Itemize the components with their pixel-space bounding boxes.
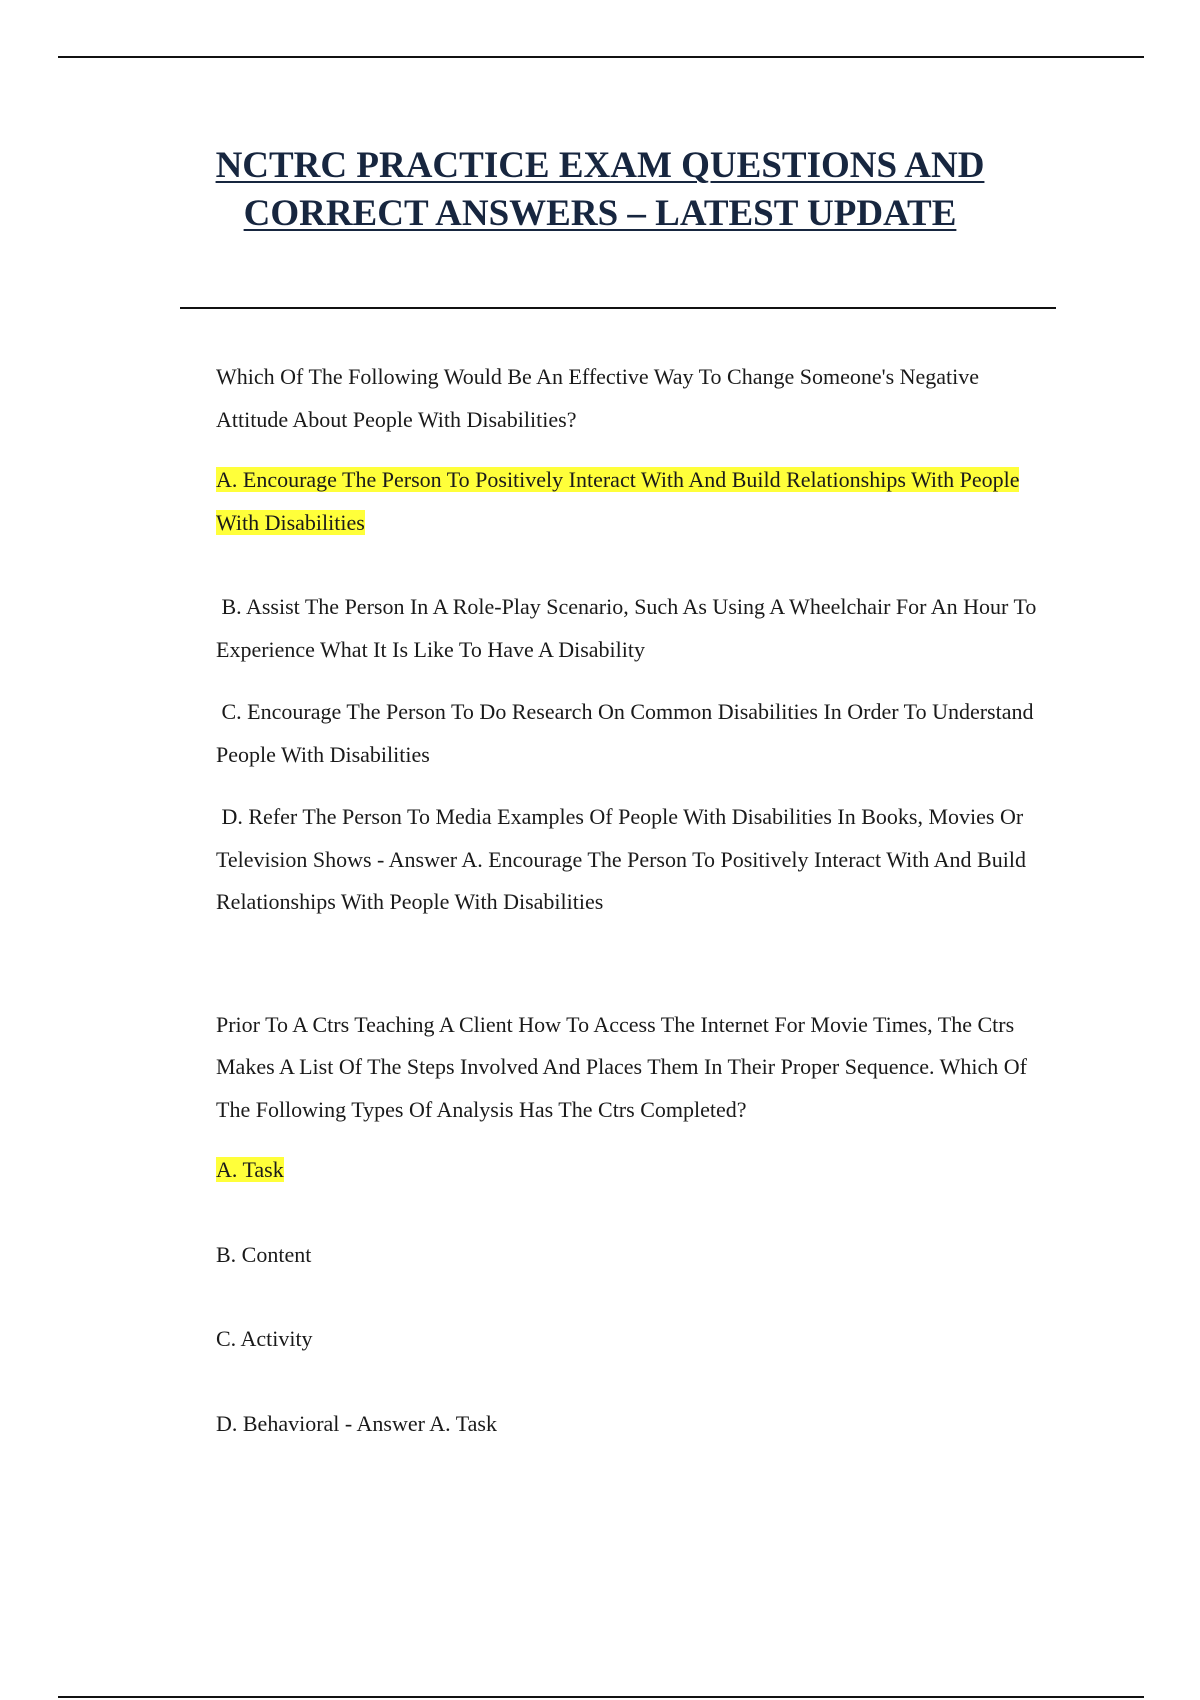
question-1-option-c: C. Encourage The Person To Do Research On Common Disabilities In Order To Understand People With Disabilities <box>216 699 1039 767</box>
question-2-text: Prior To A Ctrs Teaching A Client How To Access The Internet For Movie Times, The Ctrs Makes A List Of The Steps Involved And Places Them In Their Proper Sequence. Which Of The Following Types Of Analysis Has The Ctrs Completed? <box>216 1011 1028 1122</box>
question-1-correct-answer <box>216 459 1046 544</box>
question-1-option-b: B. Assist The Person In A Role-Play Scenario, Such As Using A Wheelchair For An Hour To Experience What It Is Like To Have A Disability <box>216 594 1042 662</box>
document-body <box>216 356 1046 1445</box>
question-2-option-c: C. Activity <box>216 1326 313 1351</box>
highlighted-answer: A. Task <box>216 1157 284 1182</box>
document-title <box>0 142 1200 238</box>
title-line-1: NCTRC PRACTICE EXAM QUESTIONS AND <box>215 145 985 186</box>
title-divider <box>180 307 1056 309</box>
highlighted-answer: A. Encourage The Person To Positively Interact With And Build Relationships With People With Disabilities <box>216 467 1020 535</box>
question-1-option-d: D. Refer The Person To Media Examples Of People With Disabilities In Books, Movies Or Television Shows - Answer A. Encourage The Person To Positively Interact With And Build Relationships With People With Disabilities <box>216 804 1032 914</box>
question-2-correct-answer <box>216 1149 1046 1192</box>
bottom-rule <box>58 1696 1144 1698</box>
top-rule <box>58 56 1144 58</box>
question-1-text: Which Of The Following Would Be An Effective Way To Change Someone's Negative Attitude About People With Disabilities? <box>216 364 980 432</box>
title-line-2: CORRECT ANSWERS – LATEST UPDATE <box>243 193 957 234</box>
question-2-option-d: D. Behavioral - Answer A. Task <box>216 1410 497 1436</box>
question-2-option-b: B. Content <box>216 1241 312 1267</box>
